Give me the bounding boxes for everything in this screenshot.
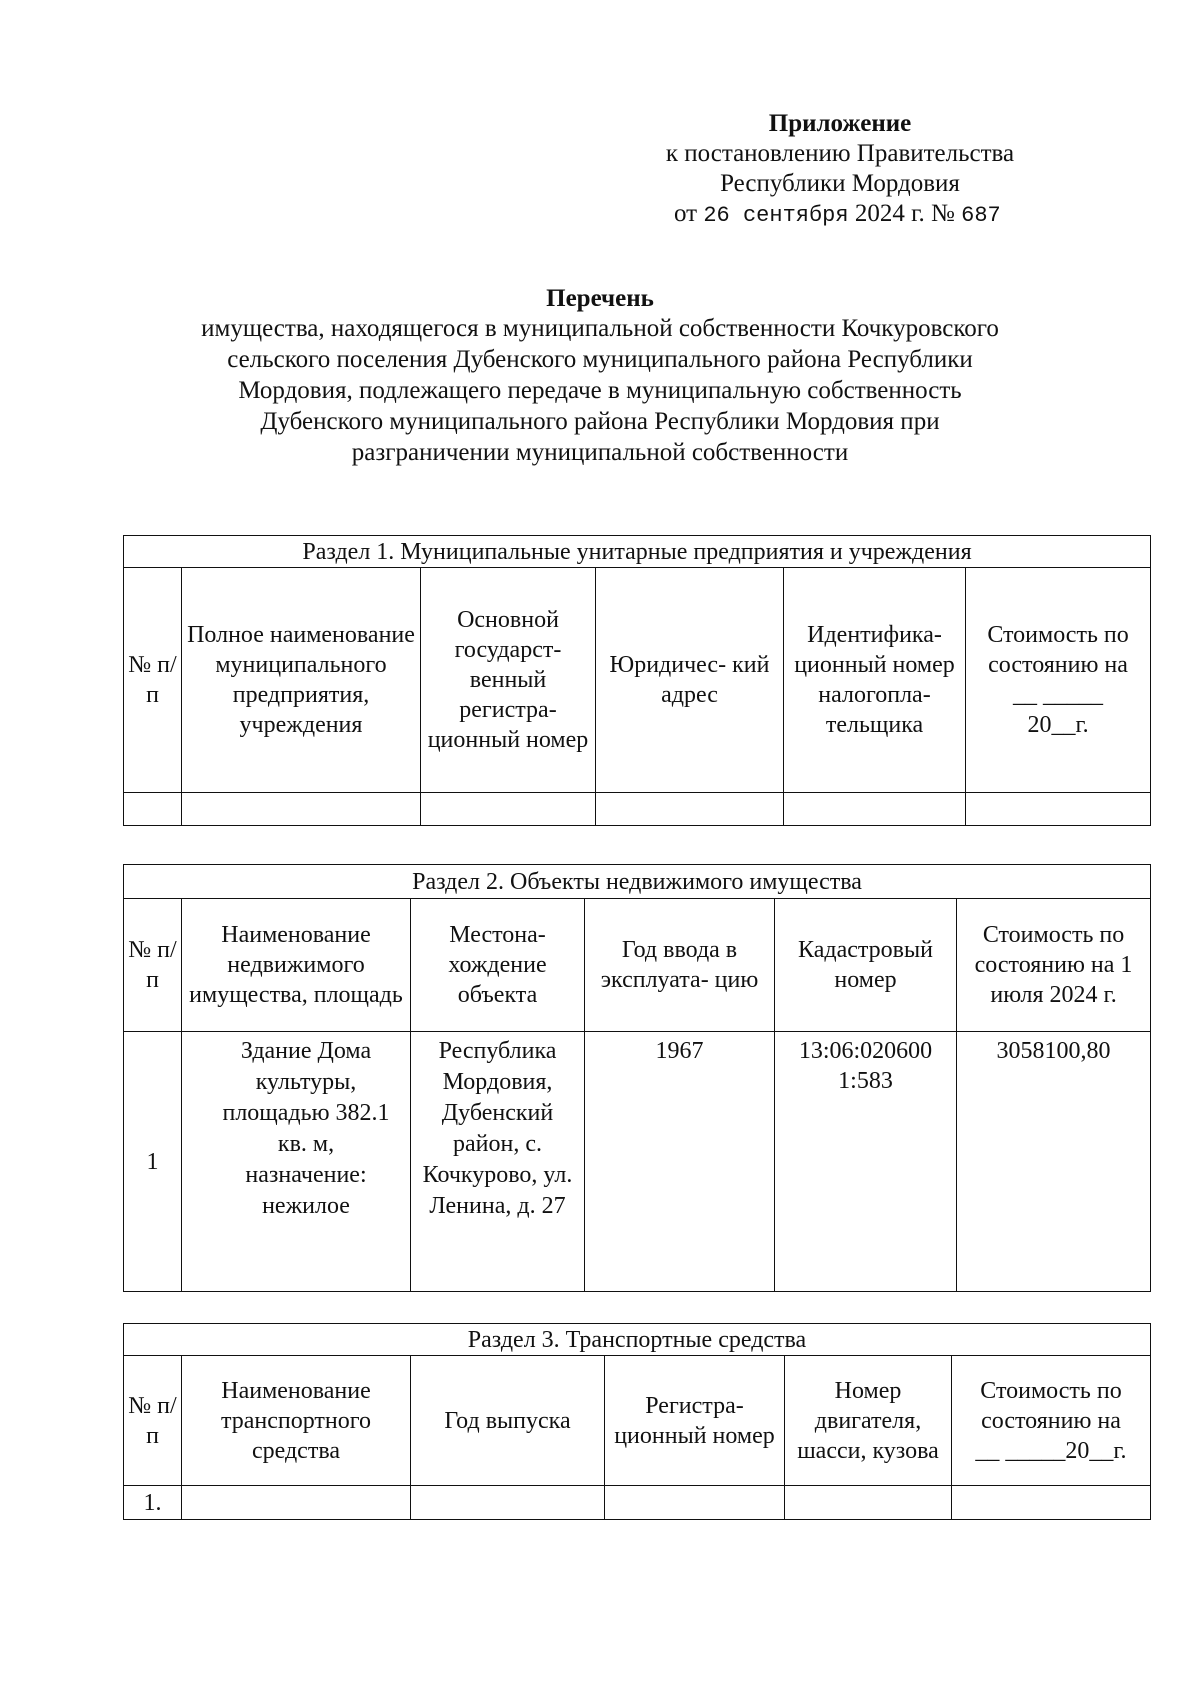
property-name: Здание Дома культуры, площадью 382.1 кв. м, назначение: нежилое (182, 1032, 411, 1292)
list-description (100, 313, 1100, 468)
header-enterprise-name: Полное наименование муниципального предприятия, учреждения (182, 568, 421, 793)
table-row (124, 1032, 1151, 1292)
section2-title: Раздел 2. Объекты недвижимого имущества (124, 865, 1151, 899)
cadastral-number: 13:06:020600 1:583 (775, 1032, 957, 1292)
cost-label: Стоимость по состоянию на (980, 1377, 1122, 1434)
header-vehicle-name: Наименование транспортного средства (182, 1356, 411, 1486)
header-legal-address: Юридичес- кий адрес (596, 568, 784, 793)
empty-cell (785, 1486, 952, 1520)
list-line: имущества, находящегося в муниципальной собственности Кочкуровского (201, 315, 999, 342)
empty-cell (421, 793, 596, 826)
header-num: № п/п (124, 1356, 182, 1486)
header-property-name: Наименование недвижимого имущества, площадь (182, 899, 411, 1032)
header-ogrn: Основной государст- венный регистра- ционный номер (421, 568, 596, 793)
appendix-line-2: Республики Мордовия (720, 170, 960, 197)
empty-cell (605, 1486, 785, 1520)
appendix-date-line (674, 198, 1094, 231)
date-prefix: от (674, 200, 698, 227)
empty-cell (182, 1486, 411, 1520)
table-row (124, 793, 1151, 826)
list-line: разграничении муниципальной собственности (351, 439, 849, 466)
property-location: Республика Мордовия, Дубенский район, с. Кочкурово, ул. Ленина, д. 27 (411, 1032, 585, 1292)
header-commission-year: Год ввода в эксплуата- цию (585, 899, 775, 1032)
header-engine-number: Номер двигателя, шасси, кузова (785, 1356, 952, 1486)
property-cost: 3058100,80 (957, 1032, 1151, 1292)
list-line: Мордовия, подлежащего передаче в муниципальную собственность (238, 377, 962, 404)
header-cost (952, 1356, 1151, 1486)
header-location: Местона- хождение объекта (411, 899, 585, 1032)
appendix-title: Приложение (768, 110, 912, 137)
section2-table (123, 864, 1151, 1292)
cost-date-blank: __ _____ (1013, 682, 1104, 708)
list-title: Перечень (546, 285, 654, 312)
section1-table (123, 535, 1151, 826)
header-cost (966, 568, 1151, 793)
empty-cell (596, 793, 784, 826)
empty-cell (952, 1486, 1151, 1520)
header-inn: Идентифика- ционный номер налогопла- тельщика (784, 568, 966, 793)
cost-label: Стоимость по состоянию на (987, 622, 1129, 678)
list-line: сельского поселения Дубенского муниципального района Республики (227, 346, 973, 373)
section3-table (123, 1323, 1151, 1520)
header-num: № п/п (124, 899, 182, 1032)
resolution-number: 687 (961, 203, 1001, 228)
commission-year: 1967 (585, 1032, 775, 1292)
empty-cell (124, 793, 182, 826)
header-cost: Стоимость по состоянию на 1 июля 2024 г. (957, 899, 1151, 1032)
header-registration-number: Регистра- ционный номер (605, 1356, 785, 1486)
row-num: 1. (124, 1486, 182, 1520)
section1-title: Раздел 1. Муниципальные унитарные предприятия и учреждения (124, 536, 1151, 568)
empty-cell (784, 793, 966, 826)
empty-cell (411, 1486, 605, 1520)
header-num: № п/п (124, 568, 182, 793)
empty-cell (966, 793, 1151, 826)
row-num: 1 (124, 1032, 182, 1292)
header-cadastral-number: Кадастровый номер (775, 899, 957, 1032)
table-row (124, 1486, 1151, 1520)
section3-title: Раздел 3. Транспортные средства (124, 1324, 1151, 1356)
list-line: Дубенского муниципального района Республики Мордовия при (260, 408, 940, 435)
date-value: 26 сентября (703, 203, 849, 228)
header-release-year: Год выпуска (411, 1356, 605, 1486)
cost-blank: __ _____20__г. (975, 1437, 1127, 1464)
cost-year-blank: 20__г. (1027, 712, 1089, 738)
year-part: 2024 г. № (854, 200, 955, 227)
empty-cell (182, 793, 421, 826)
appendix-line-1: к постановлению Правительства (665, 140, 1015, 167)
